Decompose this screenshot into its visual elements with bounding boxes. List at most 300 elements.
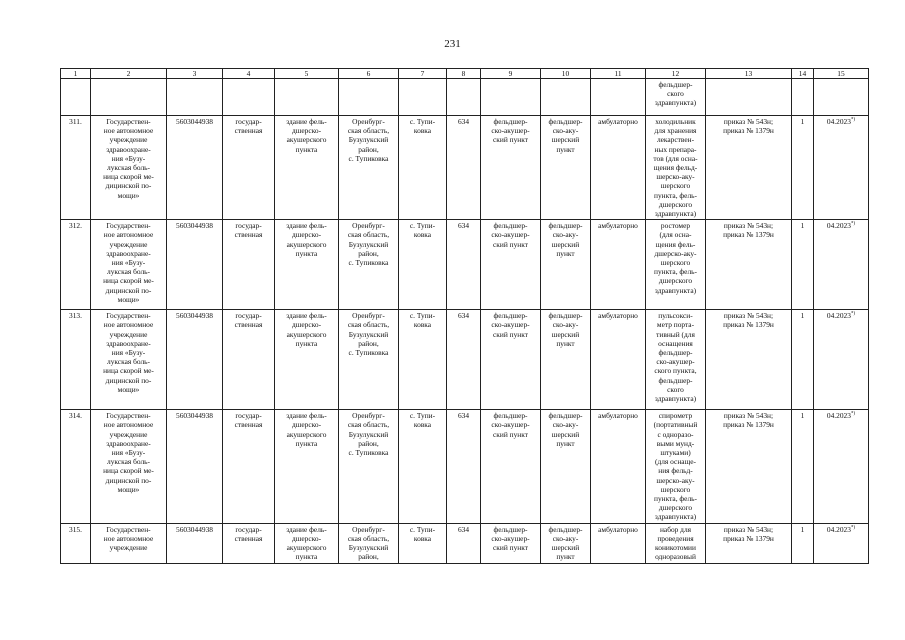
- cell-line: шерско-аку-: [656, 172, 695, 182]
- cell-line: с. Тупи-: [409, 221, 436, 231]
- cell-line: лукская боль-: [107, 457, 150, 467]
- cell-line: пункта, фель-: [654, 267, 697, 277]
- cell-line: учреждение: [109, 135, 148, 145]
- cell-text: 5603044938: [176, 221, 213, 231]
- cell-text: 04.2023: [826, 311, 851, 321]
- cell-line: учреждение: [109, 329, 148, 339]
- cell-line: дицинской по-: [105, 375, 152, 385]
- cell-line: акушерского: [286, 429, 327, 439]
- cell-line: здравоохране-: [106, 144, 151, 154]
- header-cell: 6: [339, 69, 399, 79]
- cell-text: 311.: [69, 117, 82, 126]
- table-row: [61, 310, 869, 410]
- cell-line: щения фель-: [655, 239, 696, 249]
- cell-line: Бузулукский: [348, 429, 389, 439]
- cell-line: ская область,: [347, 420, 390, 430]
- header-row: [61, 69, 869, 79]
- cell-line: штуками): [660, 448, 691, 458]
- inn-cell: [167, 116, 223, 220]
- cell-line: шерский: [551, 239, 580, 249]
- cell-line: пункта: [295, 248, 318, 258]
- care-form-cell: [591, 220, 646, 310]
- cell-line: Оренбург-: [352, 221, 385, 231]
- cell-text: 634: [457, 117, 470, 126]
- footnote-mark: *): [850, 411, 856, 417]
- footnote-mark: *): [850, 311, 856, 317]
- cell-line: холодильник: [655, 117, 696, 126]
- cell-text: 1: [800, 117, 805, 126]
- continuation-row: [61, 79, 869, 116]
- row-number-cell: [61, 116, 91, 220]
- population-cell: [447, 220, 481, 310]
- unit-kind-cell: [541, 220, 591, 310]
- order-cell: [706, 523, 792, 563]
- cell-line: с. Тупиковка: [348, 258, 389, 268]
- cell-line: шерский: [551, 135, 580, 145]
- row-number-cell: [61, 220, 91, 310]
- building-cell: [275, 410, 339, 523]
- cell-line: здание фель-: [286, 221, 327, 231]
- quantity-cell: [792, 220, 814, 310]
- cell-line: ных препара-: [654, 144, 697, 154]
- header-cell: 7: [399, 69, 447, 79]
- cell-line: пункт: [556, 552, 575, 562]
- unit-kind-cell: [541, 310, 591, 410]
- cell-line: ский пункт: [493, 429, 528, 439]
- cell-line: ско-аку-: [552, 126, 579, 136]
- footnote-mark: *): [850, 525, 856, 531]
- cell-line: ственная: [234, 320, 263, 330]
- cell-line: государ-: [235, 311, 262, 321]
- cell-line: Государствен-: [106, 524, 151, 534]
- cell-text: амбулаторно: [598, 311, 638, 321]
- cell-line: шерско-аку-: [656, 475, 695, 485]
- building-cell: [275, 523, 339, 563]
- cell-line: ное автономное: [103, 126, 154, 136]
- cell-line: ская область,: [347, 230, 390, 240]
- table-row: [61, 523, 869, 563]
- cell-line: учреждение: [109, 429, 148, 439]
- cell-line: ница скорой ме-: [103, 466, 154, 476]
- cell-line: лукская боль-: [107, 163, 150, 173]
- cell-line: ственная: [234, 126, 263, 136]
- cell-text: 5603044938: [176, 411, 213, 421]
- cell-line: шерский: [551, 429, 580, 439]
- population-cell: [447, 310, 481, 410]
- cell-line: Государствен-: [106, 221, 151, 231]
- cell-line: Оренбург-: [352, 411, 385, 421]
- cell-line: приказ № 543н;: [723, 221, 774, 231]
- organization-cell: [91, 523, 167, 563]
- cell-line: ско-аку-: [552, 420, 579, 430]
- cell-line: акушерского: [286, 135, 327, 145]
- cell-line: с. Тупи-: [409, 524, 436, 534]
- header-cell: 3: [167, 69, 223, 79]
- cell-line: Бузулукский: [348, 543, 389, 553]
- organization-cell: [91, 410, 167, 523]
- cell-line: ско-акушер-: [491, 533, 530, 543]
- page-number: 231: [444, 38, 461, 50]
- equipment-cell: [646, 220, 706, 310]
- ownership-cell: [223, 116, 275, 220]
- cell-line: щения фельд-: [653, 163, 698, 173]
- cell-text: 634: [457, 311, 470, 321]
- cell-line: метр порта-: [656, 320, 695, 330]
- cell-text: амбулаторно: [598, 221, 638, 231]
- cell-line: приказ № 1379н: [723, 320, 774, 330]
- cell-line: шерского: [660, 258, 691, 268]
- cell-line: пункта, фель-: [654, 494, 697, 504]
- unit-type-cell: [481, 310, 541, 410]
- cell-line: ского пункта,: [654, 366, 697, 376]
- organization-cell: [91, 310, 167, 410]
- inn-cell: [167, 220, 223, 310]
- cell-line: ковка: [413, 420, 432, 430]
- cell-line: Оренбург-: [352, 117, 385, 126]
- cell-line: ковка: [413, 320, 432, 330]
- cell-line: тивный (для: [656, 329, 695, 339]
- cell-line: с одноразо-: [657, 429, 694, 439]
- address-cell: [339, 116, 399, 220]
- cell-line: пункта: [295, 144, 318, 154]
- cell-line: дшерско-аку-: [654, 248, 697, 258]
- cell-text: 04.2023: [826, 117, 851, 126]
- cell-line: приказ № 543н;: [723, 117, 774, 126]
- cell-line: здание фель-: [286, 411, 327, 421]
- cell-line: ственная: [234, 533, 263, 543]
- cell-line: приказ № 1379н: [723, 230, 774, 240]
- ownership-cell: [223, 523, 275, 563]
- cell-line: дшерского: [658, 276, 693, 286]
- cell-line: ско-акушер-: [491, 420, 530, 430]
- cell-text: 5603044938: [176, 524, 213, 534]
- cell-line: пункта: [295, 552, 318, 562]
- cell-line: Государствен-: [106, 117, 151, 126]
- cell-line: ное автономное: [103, 420, 154, 430]
- cell-line: здравпункта): [654, 285, 697, 295]
- cell-line: ния фельд-: [658, 466, 693, 476]
- header-cell: 5: [275, 69, 339, 79]
- building-cell: [275, 116, 339, 220]
- cell-line: спирометр: [658, 411, 693, 421]
- header-cell: 14: [792, 69, 814, 79]
- cell-text: 04.2023: [826, 221, 851, 231]
- cell-line: ско-аку-: [552, 230, 579, 240]
- cell-line: Оренбург-: [352, 524, 385, 534]
- cell-line: мощи»: [117, 384, 140, 394]
- care-form-cell: [591, 116, 646, 220]
- population-cell: [447, 116, 481, 220]
- unit-kind-cell: [541, 410, 591, 523]
- date-cell: [814, 116, 869, 220]
- cell-line: пункта, фель-: [654, 190, 697, 200]
- care-form-cell: [591, 523, 646, 563]
- cell-text: 634: [457, 221, 470, 231]
- cell-line: пункт: [556, 248, 575, 258]
- cell-line: коникотомии: [655, 543, 696, 553]
- cell-line: ского: [667, 384, 684, 394]
- organization-cell: [91, 220, 167, 310]
- cell-text: 5603044938: [176, 117, 213, 126]
- cell-line: ская область,: [347, 533, 390, 543]
- cell-line: государ-: [235, 117, 262, 126]
- cell-line: ковка: [413, 230, 432, 240]
- cell-line: оснащения: [658, 338, 693, 348]
- cell-line: дшерско-: [291, 420, 322, 430]
- population-cell: [447, 523, 481, 563]
- cell-line: ное автономное: [103, 533, 154, 543]
- date-cell: [814, 523, 869, 563]
- unit-kind-cell: [541, 523, 591, 563]
- cell-line: фельдшер-: [548, 311, 583, 321]
- population-cell: [447, 410, 481, 523]
- unit-type-cell: [481, 410, 541, 523]
- cell-line: фельдшер-: [493, 221, 528, 231]
- header-cell: 11: [591, 69, 646, 79]
- cell-text: 314.: [69, 411, 82, 421]
- continuation-equipment-cell: [646, 79, 706, 116]
- equipment-cell: [646, 116, 706, 220]
- order-cell: [706, 310, 792, 410]
- cell-line: шерский: [551, 543, 580, 553]
- inn-cell: [167, 523, 223, 563]
- cell-text: амбулаторно: [598, 117, 638, 126]
- cell-line: ния «Бузу-: [111, 448, 146, 458]
- cell-line: здравоохране-: [106, 248, 151, 258]
- cell-line: фельдшер-: [658, 80, 693, 89]
- cell-line: с. Тупиковка: [348, 348, 389, 358]
- cell-line: ско-акушер-: [491, 126, 530, 136]
- cell-line: лекарствен-: [656, 135, 695, 145]
- cell-line: ско-акушер-: [491, 320, 530, 330]
- cell-line: ско-аку-: [552, 533, 579, 543]
- cell-line: с. Тупи-: [409, 411, 436, 421]
- cell-line: фельдшер-: [658, 348, 693, 358]
- cell-line: здание фель-: [286, 311, 327, 321]
- settlement-cell: [399, 523, 447, 563]
- cell-line: здравпункта): [654, 512, 697, 522]
- cell-line: мощи»: [117, 484, 140, 494]
- cell-line: государ-: [235, 221, 262, 231]
- cell-line: учреждение: [109, 239, 148, 249]
- header-cell: 13: [706, 69, 792, 79]
- header-cell: 2: [91, 69, 167, 79]
- date-cell: [814, 220, 869, 310]
- order-cell: [706, 220, 792, 310]
- cell-text: 04.2023: [826, 524, 851, 534]
- cell-line: приказ № 1379н: [723, 533, 774, 543]
- cell-line: фельдшер-: [548, 524, 583, 534]
- unit-type-cell: [481, 220, 541, 310]
- cell-line: фельдшер-: [493, 411, 528, 421]
- settlement-cell: [399, 220, 447, 310]
- cell-line: ский пункт: [493, 329, 528, 339]
- cell-line: фельдшер-: [493, 311, 528, 321]
- cell-line: проведения: [657, 533, 694, 543]
- cell-line: ния «Бузу-: [111, 258, 146, 268]
- cell-line: ско-акушер-: [656, 357, 695, 367]
- row-number-cell: [61, 310, 91, 410]
- cell-line: район,: [358, 338, 379, 348]
- cell-line: ния «Бузу-: [111, 348, 146, 358]
- cell-text: амбулаторно: [598, 411, 638, 421]
- cell-line: ская область,: [347, 126, 390, 136]
- organization-cell: [91, 116, 167, 220]
- cell-line: ская область,: [347, 320, 390, 330]
- order-cell: [706, 410, 792, 523]
- address-cell: [339, 410, 399, 523]
- cell-line: здравоохране-: [106, 438, 151, 448]
- cell-line: одноразовый: [655, 552, 696, 562]
- address-cell: [339, 310, 399, 410]
- cell-line: ско-аку-: [552, 320, 579, 330]
- cell-line: здание фель-: [286, 117, 327, 126]
- cell-line: государ-: [235, 411, 262, 421]
- ownership-cell: [223, 310, 275, 410]
- footnote-mark: *): [850, 117, 856, 123]
- address-cell: [339, 523, 399, 563]
- cell-line: (для оснаще-: [655, 457, 696, 467]
- header-cell: 9: [481, 69, 541, 79]
- equipment-cell: [646, 523, 706, 563]
- cell-line: район,: [358, 438, 379, 448]
- cell-line: дшерского: [658, 503, 693, 513]
- inn-cell: [167, 410, 223, 523]
- cell-line: выми мунд-: [656, 438, 695, 448]
- cell-line: ственная: [234, 230, 263, 240]
- cell-text: 634: [457, 524, 470, 534]
- cell-line: (портативный: [653, 420, 698, 430]
- cell-line: фельдшер-: [548, 411, 583, 421]
- cell-line: ский пункт: [493, 135, 528, 145]
- cell-line: Бузулукский: [348, 135, 389, 145]
- settlement-cell: [399, 310, 447, 410]
- cell-text: 1: [800, 221, 805, 231]
- table-row: [61, 116, 869, 220]
- cell-line: фельдшер-: [658, 375, 693, 385]
- cell-line: здание фель-: [286, 524, 327, 534]
- care-form-cell: [591, 410, 646, 523]
- cell-line: ния «Бузу-: [111, 153, 146, 163]
- cell-line: акушерского: [286, 239, 327, 249]
- cell-line: дицинской по-: [105, 285, 152, 295]
- cell-line: здравоохране-: [106, 338, 151, 348]
- ownership-cell: [223, 410, 275, 523]
- cell-line: ница скорой ме-: [103, 366, 154, 376]
- equipment-cell: [646, 410, 706, 523]
- cell-text: 315.: [69, 524, 82, 534]
- unit-type-cell: [481, 116, 541, 220]
- inn-cell: [167, 310, 223, 410]
- cell-line: шерский: [551, 329, 580, 339]
- cell-line: ственная: [234, 420, 263, 430]
- table-row: [61, 410, 869, 523]
- equipment-table: [60, 68, 869, 564]
- header-cell: 10: [541, 69, 591, 79]
- cell-line: дицинской по-: [105, 181, 152, 191]
- settlement-cell: [399, 116, 447, 220]
- cell-line: ский пункт: [493, 239, 528, 249]
- cell-line: пульсокси-: [658, 311, 693, 321]
- cell-line: приказ № 543н;: [723, 411, 774, 421]
- cell-line: фельдшер-: [548, 221, 583, 231]
- cell-line: пункт: [556, 144, 575, 154]
- cell-text: 313.: [69, 311, 82, 321]
- cell-line: пункт: [556, 338, 575, 348]
- building-cell: [275, 310, 339, 410]
- care-form-cell: [591, 310, 646, 410]
- cell-line: лукская боль-: [107, 267, 150, 277]
- cell-line: дшерско-: [291, 320, 322, 330]
- cell-line: с. Тупиковка: [348, 448, 389, 458]
- header-cell: 4: [223, 69, 275, 79]
- quantity-cell: [792, 523, 814, 563]
- ownership-cell: [223, 220, 275, 310]
- cell-line: учреждение: [109, 543, 148, 553]
- cell-line: Бузулукский: [348, 239, 389, 249]
- cell-line: для хранения: [654, 126, 697, 136]
- cell-text: 1: [800, 411, 805, 421]
- cell-line: ско-акушер-: [491, 230, 530, 240]
- date-cell: [814, 310, 869, 410]
- cell-line: набор для: [659, 524, 692, 534]
- footnote-mark: *): [850, 221, 856, 227]
- cell-line: мощи»: [117, 294, 140, 304]
- cell-line: ского: [667, 89, 684, 99]
- cell-text: амбулаторно: [598, 524, 638, 534]
- settlement-cell: [399, 410, 447, 523]
- cell-line: приказ № 543н;: [723, 311, 774, 321]
- cell-text: 04.2023: [826, 411, 851, 421]
- unit-type-cell: [481, 523, 541, 563]
- cell-line: Бузулукский: [348, 329, 389, 339]
- cell-line: фельдшер-: [493, 524, 528, 534]
- cell-line: Государствен-: [106, 311, 151, 321]
- cell-text: 312.: [69, 221, 82, 231]
- address-cell: [339, 220, 399, 310]
- cell-line: (для осна-: [659, 230, 692, 240]
- cell-line: ростомер: [660, 221, 691, 231]
- cell-line: дшерско-: [291, 126, 322, 136]
- cell-line: приказ № 1379н: [723, 126, 774, 136]
- cell-line: здравпункта): [654, 394, 697, 404]
- cell-line: здравпункта): [654, 98, 697, 108]
- cell-line: лукская боль-: [107, 357, 150, 367]
- cell-line: мощи»: [117, 190, 140, 200]
- cell-line: государ-: [235, 524, 262, 534]
- cell-line: здравпункта): [654, 209, 697, 219]
- row-number-cell: [61, 523, 91, 563]
- quantity-cell: [792, 116, 814, 220]
- cell-line: фельдшер-: [548, 117, 583, 126]
- cell-line: дицинской по-: [105, 475, 152, 485]
- header-cell: 12: [646, 69, 706, 79]
- cell-line: пункта: [295, 438, 318, 448]
- header-cell: 8: [447, 69, 481, 79]
- cell-line: Оренбург-: [352, 311, 385, 321]
- cell-line: пункта: [295, 338, 318, 348]
- cell-line: ский пункт: [493, 543, 528, 553]
- cell-line: ница скорой ме-: [103, 172, 154, 182]
- unit-kind-cell: [541, 116, 591, 220]
- cell-line: район,: [358, 248, 379, 258]
- cell-line: ковка: [413, 126, 432, 136]
- header-cell: 1: [61, 69, 91, 79]
- cell-text: 1: [800, 311, 805, 321]
- quantity-cell: [792, 410, 814, 523]
- cell-line: район,: [358, 144, 379, 154]
- cell-line: приказ № 543н;: [723, 524, 774, 534]
